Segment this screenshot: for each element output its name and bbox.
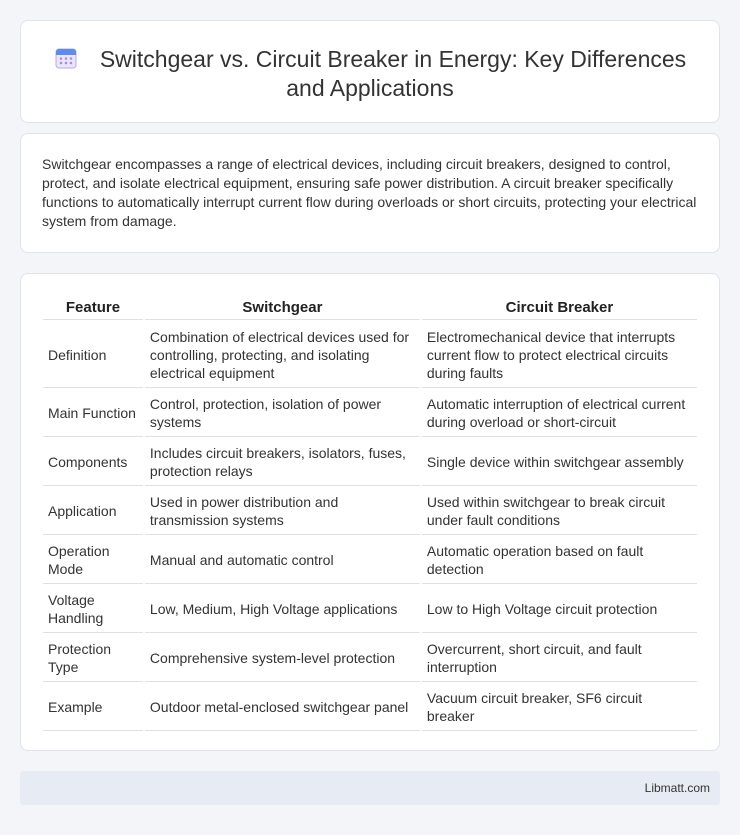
header-feature: Feature (43, 296, 143, 320)
row-feature: Components (43, 439, 143, 486)
row-circuit-breaker: Automatic interruption of electrical current during overload or short-circuit (422, 390, 697, 437)
table-row (43, 439, 697, 486)
row-feature: Application (43, 488, 143, 535)
row-switchgear: Used in power distribution and transmission systems (145, 488, 420, 535)
row-switchgear: Combination of electrical devices used for controlling, protecting, and isolating electrical equipment (145, 322, 420, 388)
table-row (43, 586, 697, 633)
title-card (20, 20, 720, 123)
comparison-table (41, 294, 699, 733)
row-circuit-breaker: Automatic operation based on fault detection (422, 537, 697, 584)
row-feature: Operation Mode (43, 537, 143, 584)
row-switchgear: Comprehensive system-level protection (145, 635, 420, 682)
table-row (43, 537, 697, 584)
row-switchgear: Outdoor metal-enclosed switchgear panel (145, 684, 420, 731)
footer-bar (20, 771, 720, 805)
row-switchgear: Control, protection, isolation of power systems (145, 390, 420, 437)
table-row (43, 322, 697, 388)
row-circuit-breaker: Used within switchgear to break circuit under fault conditions (422, 488, 697, 535)
table-header-row (43, 296, 697, 320)
row-feature: Voltage Handling (43, 586, 143, 633)
calendar-icon (54, 46, 78, 70)
row-switchgear: Manual and automatic control (145, 537, 420, 584)
row-circuit-breaker: Overcurrent, short circuit, and fault interruption (422, 635, 697, 682)
intro-paragraph: Switchgear encompasses a range of electrical devices, including circuit breakers, designed to control, protect, and isolate electrical equipment, ensuring safe power distribution. A circuit breaker specifically functions to automatically interrupt current flow during overloads or short circuits, protecting your electrical system from damage. (42, 156, 697, 229)
row-feature: Main Function (43, 390, 143, 437)
intro-card (20, 133, 720, 253)
row-feature: Definition (43, 322, 143, 388)
comparison-table-card (20, 273, 720, 751)
row-circuit-breaker: Electromechanical device that interrupts current flow to protect electrical circuits during faults (422, 322, 697, 388)
row-circuit-breaker: Single device within switchgear assembly (422, 439, 697, 486)
header-circuit-breaker: Circuit Breaker (422, 296, 697, 320)
table-row (43, 488, 697, 535)
row-circuit-breaker: Low to High Voltage circuit protection (422, 586, 697, 633)
page-title: Switchgear vs. Circuit Breaker in Energy: Key Differences and Applications (99, 46, 687, 101)
row-feature: Protection Type (43, 635, 143, 682)
table-row (43, 635, 697, 682)
row-circuit-breaker: Vacuum circuit breaker, SF6 circuit breaker (422, 684, 697, 731)
page-title-wrap (21, 45, 719, 103)
footer-brand-link[interactable]: Libmatt.com (644, 781, 710, 795)
table-row (43, 390, 697, 437)
table-row (43, 684, 697, 731)
header-switchgear: Switchgear (145, 296, 420, 320)
row-feature: Example (43, 684, 143, 731)
row-switchgear: Low, Medium, High Voltage applications (145, 586, 420, 633)
row-switchgear: Includes circuit breakers, isolators, fuses, protection relays (145, 439, 420, 486)
